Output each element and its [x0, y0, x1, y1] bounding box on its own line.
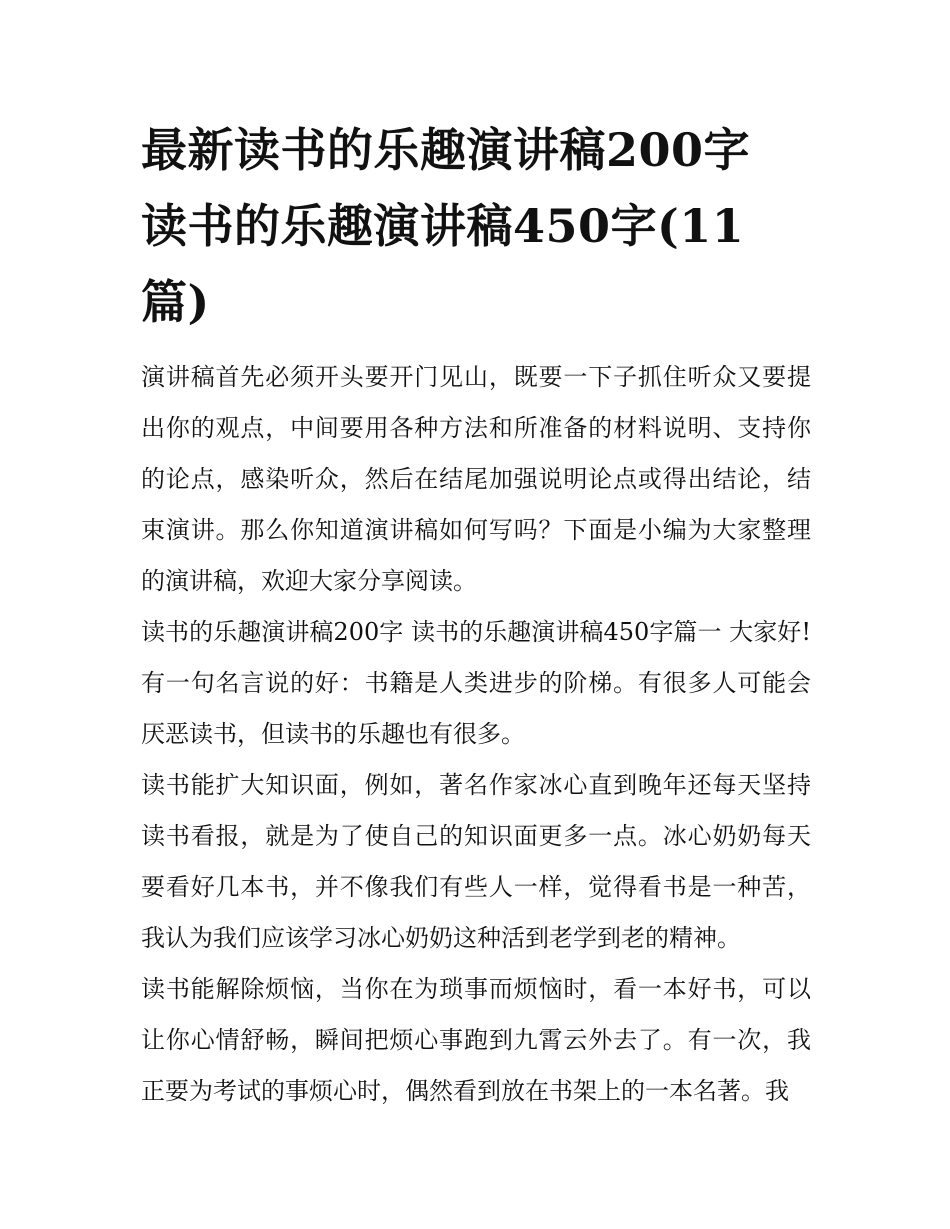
paragraph-speech-1-opening: 读书的乐趣演讲稿200字 读书的乐趣演讲稿450字篇一 大家好! 有一句名言说的好：书籍是人类进步的阶梯。有很多人可能会厌恶读书，但读书的乐趣也有很多。	[141, 618, 811, 748]
paragraph-intro: 演讲稿首先必须开头要开门见山，既要一下子抓住听众又要提出你的观点，中间要用各种方法和所准备的材料说明、支持你的论点，感染听众，然后在结尾加强说明论点或得出结论，结束演讲。那么你知道演讲稿如何写吗？下面是小编为大家整理的演讲稿，欢迎大家分享阅读。	[141, 363, 811, 595]
document-page	[141, 112, 811, 1117]
document-title: 最新读书的乐趣演讲稿200字 读书的乐趣演讲稿450字(11篇)	[141, 123, 751, 329]
paragraph-knowledge: 读书能扩大知识面，例如，著名作家冰心直到晚年还每天坚持读书看报，就是为了使自己的知识面更多一点。冰心奶奶每天要看好几本书，并不像我们有些人一样，觉得看书是一种苦，我认为我们应该学习冰心奶奶这种活到老学到老的精神。	[141, 771, 811, 952]
paragraph-relieve-worries: 读书能解除烦恼，当你在为琐事而烦恼时，看一本好书，可以让你心情舒畅，瞬间把烦心事跑到九霄云外去了。有一次，我正要为考试的事烦心时，偶然看到放在书架上的一本名著。我	[141, 975, 811, 1105]
